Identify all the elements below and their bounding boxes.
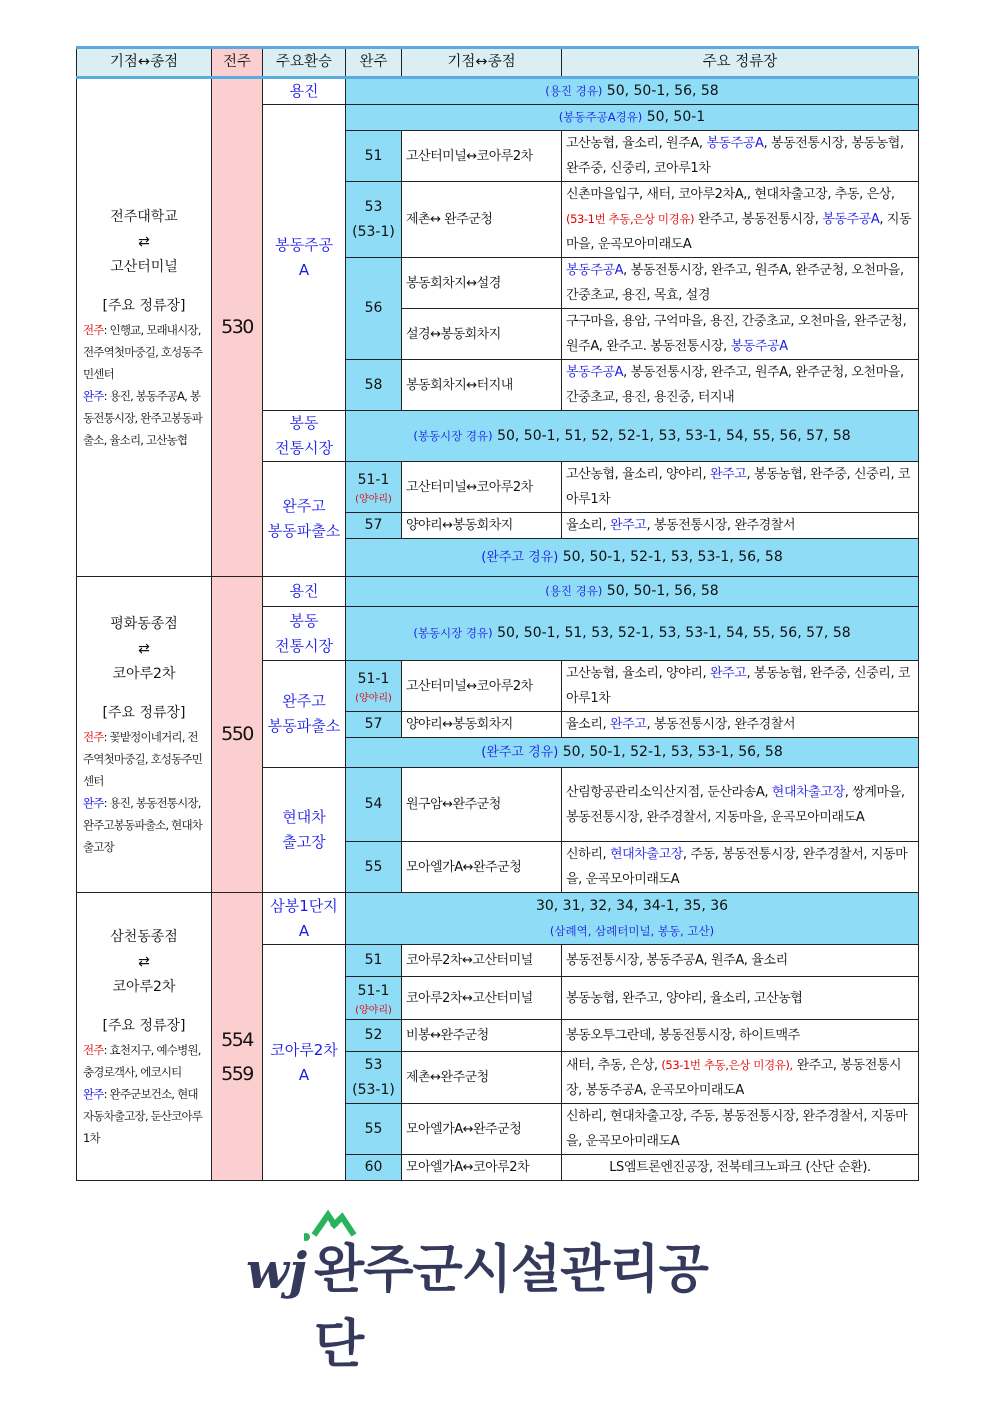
transfer-label: A [298, 921, 310, 940]
stop-list [562, 258, 919, 309]
wanju-bus-51: 51 [346, 131, 402, 182]
transfer-label: 코아루2차 [270, 1040, 338, 1059]
wanju-bus-51-1 [346, 462, 402, 513]
route-endpoints: 비봉↔완주군청 [402, 1020, 562, 1052]
logo-mark: wj [246, 1241, 308, 1300]
stop-text: 고산농협, 율소리, 원주A, [566, 136, 707, 151]
jeonju-label: 전주 [83, 322, 104, 337]
bus-num-sub: (53-1) [352, 223, 395, 240]
bongdong-jugong-routes [346, 105, 919, 131]
bus-num: 53 [364, 1056, 383, 1073]
bus-num-sub: (양야리) [355, 1004, 392, 1016]
stop-list [562, 182, 919, 258]
bongdong-market-routes [346, 607, 919, 661]
stop-text: , 주동, 봉동전통시장, 완주경찰서, 지동마을, 운곡모아미래도A [566, 847, 908, 887]
route-list: 50, 50-1, 51, 52, 52-1, 53, 53-1, 54, 55, 56, 57, 58 [492, 427, 851, 444]
header-main-stops: 주요 정류장 [562, 48, 919, 78]
stop-highlight: 완주고 [609, 717, 647, 732]
transfer-label: 완주고 [282, 497, 326, 515]
route-endpoints: 모아엘가A↔코아루2차 [402, 1155, 562, 1181]
wanju-stops: : 완주군보건소, 현대자동차출고장, 둔산코아루1차 [83, 1086, 203, 1145]
header-route-jeonju: 기점↔종점 [77, 48, 212, 78]
stop-highlight: 봉동주공A [566, 263, 624, 278]
stop-list [562, 661, 919, 712]
yongjin-routes [346, 78, 919, 105]
bus-num-sub: (53-1) [352, 1081, 395, 1098]
route-554-559-info [77, 893, 212, 1181]
route-from: 전주대학교 [110, 208, 178, 225]
transfer-sambong [263, 893, 346, 945]
stops-header: [주요 정류장] [102, 297, 186, 314]
stop-text: 고산농협, 율소리, 양야리, [566, 467, 710, 482]
transfer-bongdong-market [263, 607, 346, 661]
stop-text: , 봉동전통시장, 완주경찰서 [646, 518, 796, 533]
via-label: (완주고 경유) [481, 745, 559, 760]
stop-text: 산림항공관리소익산지점, 둔산라송A, [566, 784, 772, 800]
wanju-bus-52: 52 [346, 1020, 402, 1052]
stop-list: 봉동오투그란데, 봉동전통시장, 하이트맥주 [562, 1020, 919, 1052]
transfer-yongjin: 용진 [263, 78, 346, 105]
jeonju-label: 전주 [83, 1042, 104, 1057]
transfer-yongjin: 용진 [263, 577, 346, 607]
wanju-label: 완주 [83, 795, 104, 810]
stop-text: 완주고, 봉동전통시장, [694, 212, 823, 227]
wanju-bus-51-1 [346, 977, 402, 1020]
stop-highlight: 봉동주공A [822, 212, 880, 227]
sambong-routes [346, 893, 919, 945]
stops-header: [주요 정류장] [102, 1017, 186, 1034]
transfer-label: 현대차 [282, 808, 326, 826]
transfer-wanjugo [263, 462, 346, 577]
stop-list: 봉동전통시장, 봉동주공A, 원주A, 율소리 [562, 945, 919, 977]
stop-text: , 봉동전통시장, 완주고, 원주A, 완주군청, 오천마을, 간중초교, 용진, 목효, 설경 [566, 263, 904, 303]
stop-list: 신하리, 현대차출고장, 주동, 봉동전통시장, 완주경찰서, 지동마을, 운곡모아미래도A [562, 1104, 919, 1155]
route-arrow: ⇄ [138, 953, 150, 970]
wanju-bus-53 [346, 1052, 402, 1104]
route-endpoints: 코아루2차↔고산터미널 [402, 977, 562, 1020]
route-endpoints: 고산터미널↔코아루2차 [402, 661, 562, 712]
stop-highlight: 봉동주공A [566, 365, 624, 380]
wanju-bus-51-1 [346, 661, 402, 712]
bus-number: 559 [221, 1062, 253, 1085]
transfer-label: 봉동파출소 [267, 522, 341, 540]
route-endpoints: 봉동회차지↔설경 [402, 258, 562, 309]
wanju-bus-54: 54 [346, 768, 402, 842]
route-endpoints: 양야리↔봉동회차지 [402, 513, 562, 539]
stop-text: , 봉동농협, 완주중, 신중리, 코아루1차 [566, 467, 911, 507]
via-label: (삼례역, 삼례터미널, 봉동, 고산) [549, 923, 715, 938]
transfer-label: 봉동주공 [275, 235, 333, 254]
route-list: 50, 50-1, 51, 53, 52-1, 53, 53-1, 54, 55, 56, 57, 58 [492, 625, 851, 641]
route-stops [81, 1039, 207, 1149]
route-list: 30, 31, 32, 34, 34-1, 35, 36 [535, 897, 729, 914]
transfer-label: 전통시장 [275, 636, 333, 655]
transfer-wanjugo [263, 661, 346, 768]
stop-highlight: 완주고 [709, 467, 747, 482]
stop-list: LS엠트론엔진공장, 전북테크노파크 (산단 순환). [562, 1155, 919, 1181]
route-from: 삼천동종점 [110, 928, 178, 945]
wanju-bus-53 [346, 182, 402, 258]
wanju-stops: : 용진, 봉동전통시장, 완주고봉동파출소, 현대차출고장 [83, 795, 203, 854]
via-label: (용진 경유) [545, 584, 603, 598]
stop-highlight: 현대차출고장 [609, 847, 683, 862]
yongjin-routes [346, 577, 919, 607]
bongdong-market-routes [346, 411, 919, 462]
stop-list [562, 768, 919, 842]
route-stops [81, 319, 207, 451]
transfer-label: 전통시장 [275, 439, 333, 457]
transfer-label: 출고장 [282, 833, 326, 851]
route-list: 50, 50-1, 52-1, 53, 53-1, 56, 58 [558, 549, 783, 565]
bus-num: 51-1 [357, 471, 390, 488]
transfer-label: A [298, 1065, 310, 1084]
header-transfer: 주요환승 [263, 48, 346, 78]
table-row [77, 78, 919, 105]
stop-text: 고산농협, 율소리, 양야리, [566, 666, 710, 681]
route-endpoints: 고산터미널↔코아루2차 [402, 462, 562, 513]
stop-text: 율소리, [566, 518, 610, 533]
route-to: 코아루2차 [112, 665, 176, 682]
transfer-label: 삼봉1단지 [270, 896, 338, 915]
stop-list [562, 712, 919, 738]
stop-text: 새터, 추동, 은상, [566, 1057, 662, 1073]
transfer-koaru [263, 945, 346, 1181]
bus-num: 51-1 [357, 670, 390, 687]
route-endpoints: 모아엘가A↔완주군청 [402, 1104, 562, 1155]
bus-number-554-559 [212, 893, 263, 1181]
route-550-info [77, 577, 212, 893]
wanjugo-routes [346, 738, 919, 768]
wanju-bus-56: 56 [346, 258, 402, 360]
stop-text: , 봉동전통시장, 봉동농협, 완주중, 신중리, 코아루1차 [566, 136, 904, 176]
jeonju-stops: : 인행교, 모래내시장, 전주역첫마중길, 호성동주민센터 [83, 322, 203, 381]
wanju-label: 완주 [83, 1086, 104, 1101]
route-endpoints: 모아엘가A↔완주군청 [402, 842, 562, 893]
wanju-bus-55: 55 [346, 842, 402, 893]
route-530-info [77, 78, 212, 577]
route-endpoints: 제촌↔ 완주군청 [402, 182, 562, 258]
stop-list [562, 360, 919, 411]
transfer-label: 봉동파출소 [267, 717, 341, 735]
route-endpoints: 원구암↔완주군청 [402, 768, 562, 842]
organization-logo [246, 1205, 746, 1375]
table-row [77, 577, 919, 607]
header-wanju: 완주 [346, 48, 402, 78]
jeonju-label: 전주 [83, 729, 104, 744]
route-list: 50, 50-1, 56, 58 [602, 583, 719, 599]
bus-num-sub: (양야리) [355, 692, 392, 704]
route-endpoints: 설경↔봉동회차지 [402, 309, 562, 360]
transfer-label: 완주고 [282, 692, 326, 710]
transfer-bongdong-market [263, 411, 346, 462]
stop-text: , 봉동전통시장, 완주고, 원주A, 완주군청, 오천마을, 간중초교, 용진, 용진중, 터지내 [566, 365, 904, 405]
jeonju-stops: : 효천지구, 예수병원, 충경로객사, 에코시티 [83, 1042, 201, 1079]
route-arrow: ⇄ [138, 640, 150, 657]
via-label: (봉동주공A경유) [558, 110, 643, 124]
stop-note: (53-1번 추동,은상 미경유) [566, 212, 695, 226]
stop-list [562, 131, 919, 182]
route-to: 고산터미널 [110, 258, 178, 275]
stop-note: (53-1번 추동,은상 미경유), [661, 1057, 793, 1072]
route-to: 코아루2차 [112, 978, 176, 995]
route-from: 평화동종점 [110, 615, 178, 632]
wanju-bus-57: 57 [346, 513, 402, 539]
stop-highlight: 봉동주공A [730, 339, 788, 354]
route-list: 50, 50-1, 56, 58 [602, 83, 719, 99]
bus-num-sub: (양야리) [355, 493, 392, 505]
transfer-label: 봉동 [289, 414, 319, 432]
wanju-bus-55: 55 [346, 1104, 402, 1155]
wanju-bus-60: 60 [346, 1155, 402, 1181]
stop-highlight: 완주고 [709, 666, 747, 681]
stop-text: , 봉동전통시장, 완주경찰서 [646, 717, 796, 732]
wanju-stops: : 용진, 봉동주공A, 봉동전통시장, 완주고봉동파출소, 율소리, 고산농협 [83, 388, 203, 447]
stop-highlight: 완주고 [609, 518, 647, 533]
stop-list [562, 1052, 919, 1104]
via-label: (봉동시장 경유) [413, 428, 493, 443]
bus-num: 53 [364, 198, 383, 215]
stop-highlight: 현대차출고장 [771, 784, 845, 800]
stop-text: 신촌마을입구, 새터, 코아루2차A,, 현대차출고장, 추동, 은상, [566, 187, 895, 202]
table-row [77, 893, 919, 945]
route-list: 50, 50-1 [642, 109, 706, 125]
table-header-row [77, 48, 919, 78]
stop-list [562, 513, 919, 539]
jeonju-stops: : 꽃밭정이네거리, 전주역첫마중길, 호성동주민센터 [83, 729, 203, 788]
route-endpoints: 봉동회차지↔터지내 [402, 360, 562, 411]
transfer-label: 봉동 [289, 611, 319, 630]
stop-text: , 지동마을, 운곡모아미래도A [566, 212, 912, 252]
via-label: (완주고 경유) [481, 550, 559, 565]
wanjugo-routes [346, 539, 919, 577]
logo-text: 완주군시설관리공단 [314, 1240, 708, 1375]
stop-text: , 쌍계마을, 봉동전통시장, 완주경찰서, 지동마을, 운곡모아미래도A [566, 784, 905, 825]
route-endpoints: 코아루2차↔고산터미널 [402, 945, 562, 977]
via-label: (용진 경유) [545, 84, 603, 98]
route-arrow: ⇄ [138, 233, 150, 250]
wanju-label: 완주 [83, 388, 104, 403]
stop-text: , 봉동농협, 완주중, 신중리, 코아루1차 [566, 666, 911, 706]
transfer-hyundai [263, 768, 346, 893]
wanju-bus-57: 57 [346, 712, 402, 738]
stop-text: 신하리, [566, 847, 610, 862]
bus-route-table [76, 46, 919, 1181]
route-stops [81, 726, 207, 858]
bus-num: 51-1 [357, 982, 390, 999]
bus-number: 554 [221, 1028, 253, 1051]
stop-text: 율소리, [566, 717, 610, 732]
header-jeonju: 전주 [212, 48, 263, 78]
transfer-label: A [298, 260, 310, 279]
transfer-bongdong-jugong [263, 105, 346, 411]
route-list: 50, 50-1, 52-1, 53, 53-1, 56, 58 [558, 744, 783, 760]
stop-text: 구구마을, 용암, 구억마을, 용진, 간중초교, 오천마을, 완주군청, 원주A, 완주고. 봉동전통시장, [566, 314, 907, 354]
bus-number-550: 550 [212, 577, 263, 893]
stop-list: 봉동농협, 완주고, 양야리, 율소리, 고산농협 [562, 977, 919, 1020]
route-endpoints: 제촌↔완주군청 [402, 1052, 562, 1104]
bus-number-530: 530 [212, 78, 263, 577]
stop-highlight: 봉동주공A [706, 136, 764, 151]
stop-list [562, 842, 919, 893]
stop-text: 완주고, 봉동전통시장, 봉동주공A, 운곡모아미래도A [566, 1057, 902, 1098]
route-endpoints: 양야리↔봉동회차지 [402, 712, 562, 738]
wanju-bus-51: 51 [346, 945, 402, 977]
wanju-bus-58: 58 [346, 360, 402, 411]
stop-list [562, 462, 919, 513]
stop-list [562, 309, 919, 360]
via-label: (봉동시장 경유) [413, 626, 493, 640]
stops-header: [주요 정류장] [102, 704, 186, 721]
route-endpoints: 고산터미널↔코아루2차 [402, 131, 562, 182]
header-route-wanju: 기점↔종점 [402, 48, 562, 78]
